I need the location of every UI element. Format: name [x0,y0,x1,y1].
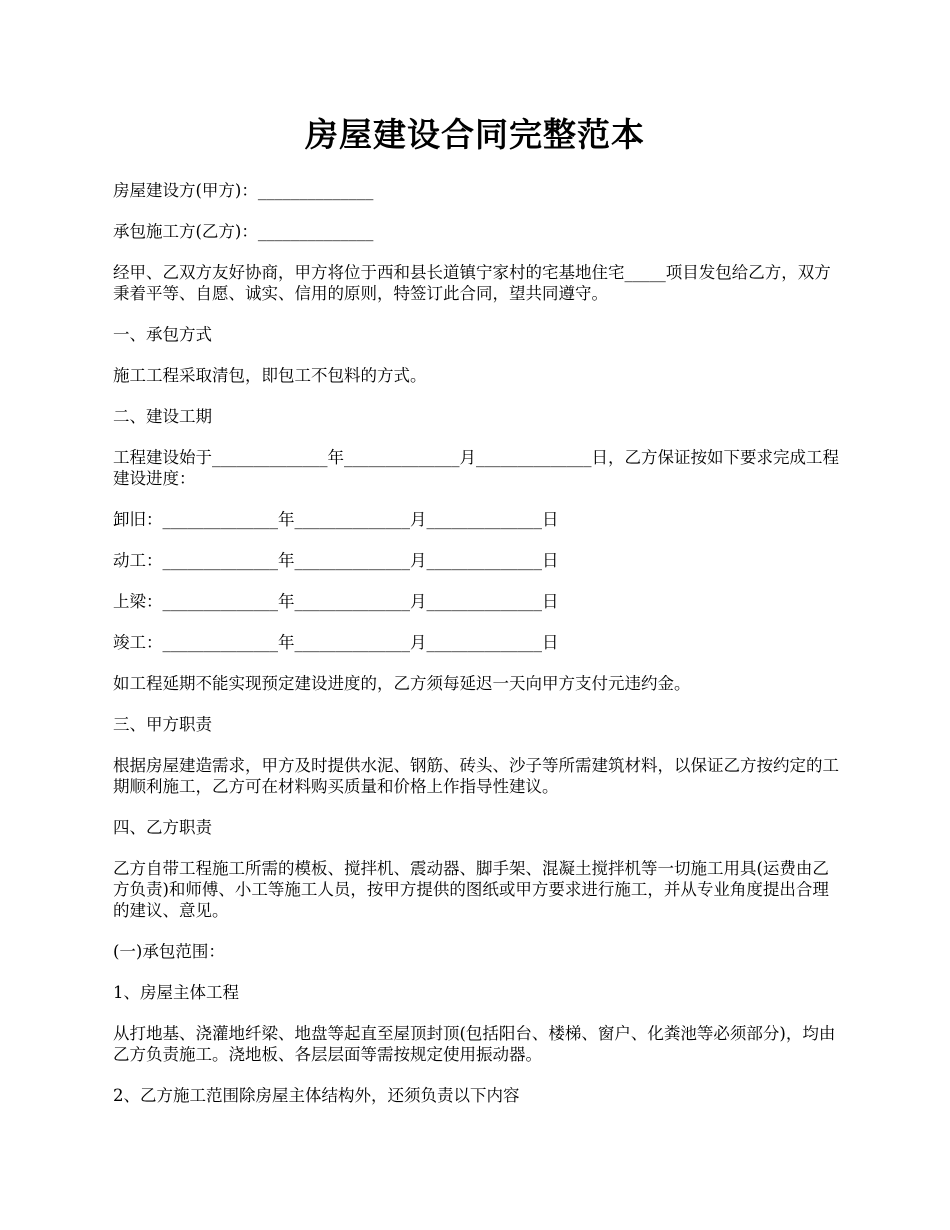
party-b-line: 承包施工方(乙方)：______________ [113,222,374,241]
party-a-line: 房屋建设方(甲方)：______________ [113,181,374,200]
intro-paragraph: 经甲、乙双方友好协商，甲方将位于西和县长道镇宁家村的宅基地住宅_____项目发包给乙方，双方秉着平等、自愿、诚实、信用的原则，特签订此合同，望共同遵守。 [113,263,831,303]
party-b-duties-paragraph: 乙方自带工程施工所需的模板、搅拌机、震动器、脚手架、混凝土搅拌机等一切施工用具(运费由乙方负责)和师傅、小工等施工人员，按甲方提供的图纸或甲方要求进行施工，并从专业角度提出合理的建议、意见。 [113,859,829,920]
subsection-heading-scope: (一)承包范围： [113,942,225,961]
scope-item-2-paragraph: 2、乙方施工范围除房屋主体结构外，还须负责以下内容 [113,1086,520,1105]
document-body [113,180,843,1126]
party-a-duties-paragraph: 根据房屋建造需求，甲方及时提供水泥、钢筋、砖头、沙子等所需建筑材料，以保证乙方按约定的工期顺利施工，乙方可在材料购买质量和价格上作指导性建议。 [113,756,839,796]
schedule-paragraph: 工程建设始于______________年______________月______________日，乙方保证按如下要求完成工程建设进度： [113,448,839,488]
schedule-start-line: 动工：______________年______________月______________日 [113,551,559,570]
scope-item-1-paragraph: 从打地基、浇灌地纤梁、地盘等起直至屋顶封顶(包括阳台、楼梯、窗户、化粪池等必须部分)，均由乙方负责施工。浇地板、各层层面等需按规定使用振动器。 [113,1024,836,1064]
schedule-demolition-line: 卸旧：______________年______________月______________日 [113,510,559,529]
section-heading-party-b-duties: 四、乙方职责 [113,818,212,837]
scope-item-1-heading: 1、房屋主体工程 [113,983,239,1002]
section-heading-schedule: 二、建设工期 [113,407,212,426]
contract-method-paragraph: 施工工程采取清包，即包工不包料的方式。 [113,366,427,385]
section-heading-party-a-duties: 三、甲方职责 [113,715,212,734]
section-heading-contract-method: 一、承包方式 [113,325,212,344]
document-title: 房屋建设合同完整范本 [305,115,645,154]
delay-penalty-paragraph: 如工程延期不能实现预定建设进度的，乙方须每延迟一天向甲方支付元违约金。 [113,674,691,693]
schedule-completion-line: 竣工：______________年______________月______________日 [113,633,559,652]
schedule-beam-line: 上梁：______________年______________月______________日 [113,592,559,611]
